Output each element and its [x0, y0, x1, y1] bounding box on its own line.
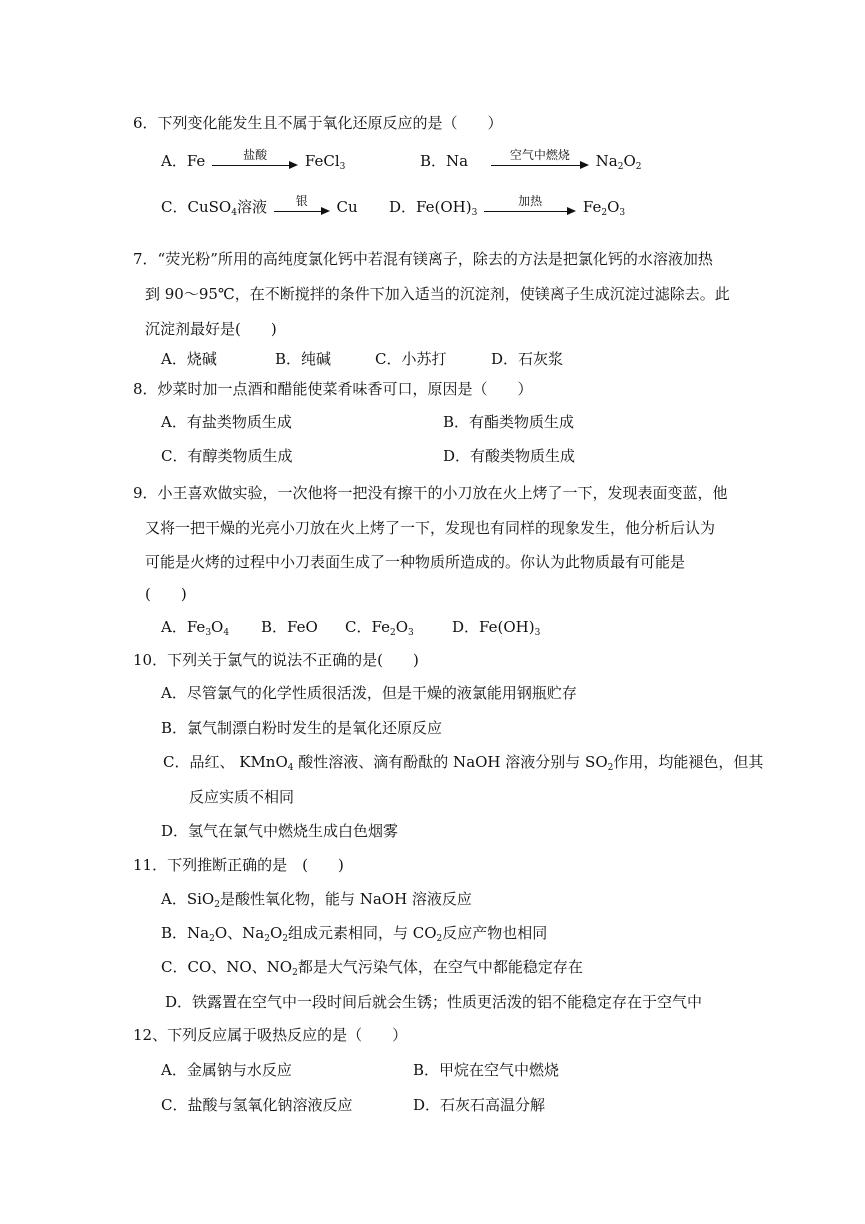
reaction-arrow-icon: [491, 148, 589, 172]
q7-option-c[interactable]: C．小苏打: [375, 350, 447, 368]
q7-stem-line1: 7．“荧光粉”所用的高纯度氯化钙中若混有镁离子，除去的方法是把氯化钙的水溶液加热: [133, 250, 713, 268]
q12-option-c[interactable]: C．盐酸与氢氧化钠溶液反应: [161, 1096, 353, 1114]
q12-option-a[interactable]: A．金属钠与水反应: [161, 1061, 292, 1079]
q6d-product: $Fe_2O_3$: [582, 198, 626, 218]
q12-option-d[interactable]: D．石灰石高温分解: [413, 1096, 546, 1114]
q6c-condition: 银: [295, 194, 308, 208]
q9-option-c[interactable]: C．$Fe_2O_3$: [345, 618, 414, 638]
q10-option-c[interactable]: C．品红、 KMnO$_4$ 酸性溶液、滴有酚酞的 NaOH 溶液分别与 $SO_2$作用，均能褪色，但其: [163, 753, 764, 773]
q6c-product: Cu: [336, 198, 358, 216]
q6a-product: FeCl$_3$: [304, 152, 346, 172]
q9-stem-line2: 又将一把干燥的光亮小刀放在火上烤了一下，发现也有同样的现象发生，他分析后认为: [145, 519, 716, 537]
q6b-condition: 空气中燃烧: [509, 148, 570, 162]
q9-stem-line1: 9．小王喜欢做实验，一次他将一把没有擦干的小刀放在火上烤了一下，发现表面变蓝，他: [133, 484, 728, 502]
q8-stem: 8．炒菜时加一点酒和醋能使菜肴味香可口，原因是（ ）: [133, 380, 533, 398]
q10-option-d[interactable]: D．氢气在氯气中燃烧生成白色烟雾: [161, 822, 399, 840]
q10-option-c-line2: 反应实质不相同: [189, 788, 295, 806]
q9-option-d[interactable]: D．$Fe(OH)_3$: [452, 618, 541, 638]
q8-option-b[interactable]: B．有酯类物质生成: [443, 413, 575, 431]
q10-option-b[interactable]: B．氯气制漂白粉时发生的是氧化还原反应: [161, 719, 443, 737]
q6-stem: 6．下列变化能发生且不属于氧化还原反应的是（ ）: [133, 114, 503, 132]
q7-option-b[interactable]: B．纯碱: [275, 350, 332, 368]
q6c-reactant: C．CuSO$_4$溶液: [161, 198, 267, 218]
q8-option-d[interactable]: D．有酸类物质生成: [443, 447, 576, 465]
q6-option-a[interactable]: [161, 148, 346, 172]
reaction-arrow-icon: [484, 194, 576, 218]
q7-stem-line2: 到 90～95℃，在不断搅拌的条件下加入适当的沉淀剂，使镁离子生成沉淀过滤除去。此: [145, 285, 730, 303]
q6b-reactant: B．Na: [420, 152, 469, 170]
q12-option-b[interactable]: B．甲烷在空气中燃烧: [413, 1061, 560, 1079]
reaction-arrow-icon: [274, 194, 330, 218]
q6a-reactant: A．Fe: [161, 152, 206, 170]
q7-stem-line3: 沉淀剂最好是( ): [145, 320, 277, 338]
q12-stem: 12、下列反应属于吸热反应的是（ ）: [133, 1026, 408, 1044]
q6b-product: $Na_2O_2$: [595, 152, 642, 172]
q10-stem: 10．下列关于氯气的说法不正确的是( ): [133, 651, 419, 669]
q6-option-d[interactable]: [389, 194, 626, 218]
q11-option-a[interactable]: A．SiO$_2$是酸性氧化物，能与 NaOH 溶液反应: [161, 890, 472, 910]
q8-option-a[interactable]: A．有盐类物质生成: [161, 413, 292, 431]
q11-option-c[interactable]: C．CO、NO、$NO_2$都是大气污染气体，在空气中都能稳定存在: [161, 958, 583, 978]
q11-stem: 11．下列推断正确的是 ( ): [133, 856, 344, 874]
q11-option-b[interactable]: B．$Na_2O$、$Na_2O_2$组成元素相同，与 $CO_2$反应产物也相同: [161, 924, 548, 944]
q6-option-c[interactable]: [161, 194, 358, 218]
q7-option-a[interactable]: A．烧碱: [161, 350, 217, 368]
q6a-condition: 盐酸: [243, 148, 268, 162]
q6d-condition: 加热: [518, 194, 543, 208]
q8-option-c[interactable]: C．有醇类物质生成: [161, 447, 293, 465]
q10-option-a[interactable]: A．尽管氯气的化学性质很活泼，但是干燥的液氯能用钢瓶贮存: [161, 684, 577, 702]
q9-stem-line4: ( ): [145, 585, 187, 603]
q6-option-b[interactable]: [420, 148, 642, 172]
q11-option-d[interactable]: D．铁露置在空气中一段时间后就会生锈；性质更活泼的铝不能稳定存在于空气中: [165, 993, 703, 1011]
q6d-reactant: D．$Fe(OH)_3$: [389, 198, 478, 218]
q9-stem-line3: 可能是火烤的过程中小刀表面生成了一种物质所造成的。你认为此物质最有可能是: [145, 553, 686, 571]
q9-option-b[interactable]: B．FeO: [261, 618, 318, 636]
q9-option-a[interactable]: A．$Fe_3O_4$: [161, 618, 230, 638]
reaction-arrow-icon: [212, 148, 298, 172]
q7-option-d[interactable]: D．石灰浆: [491, 350, 564, 368]
